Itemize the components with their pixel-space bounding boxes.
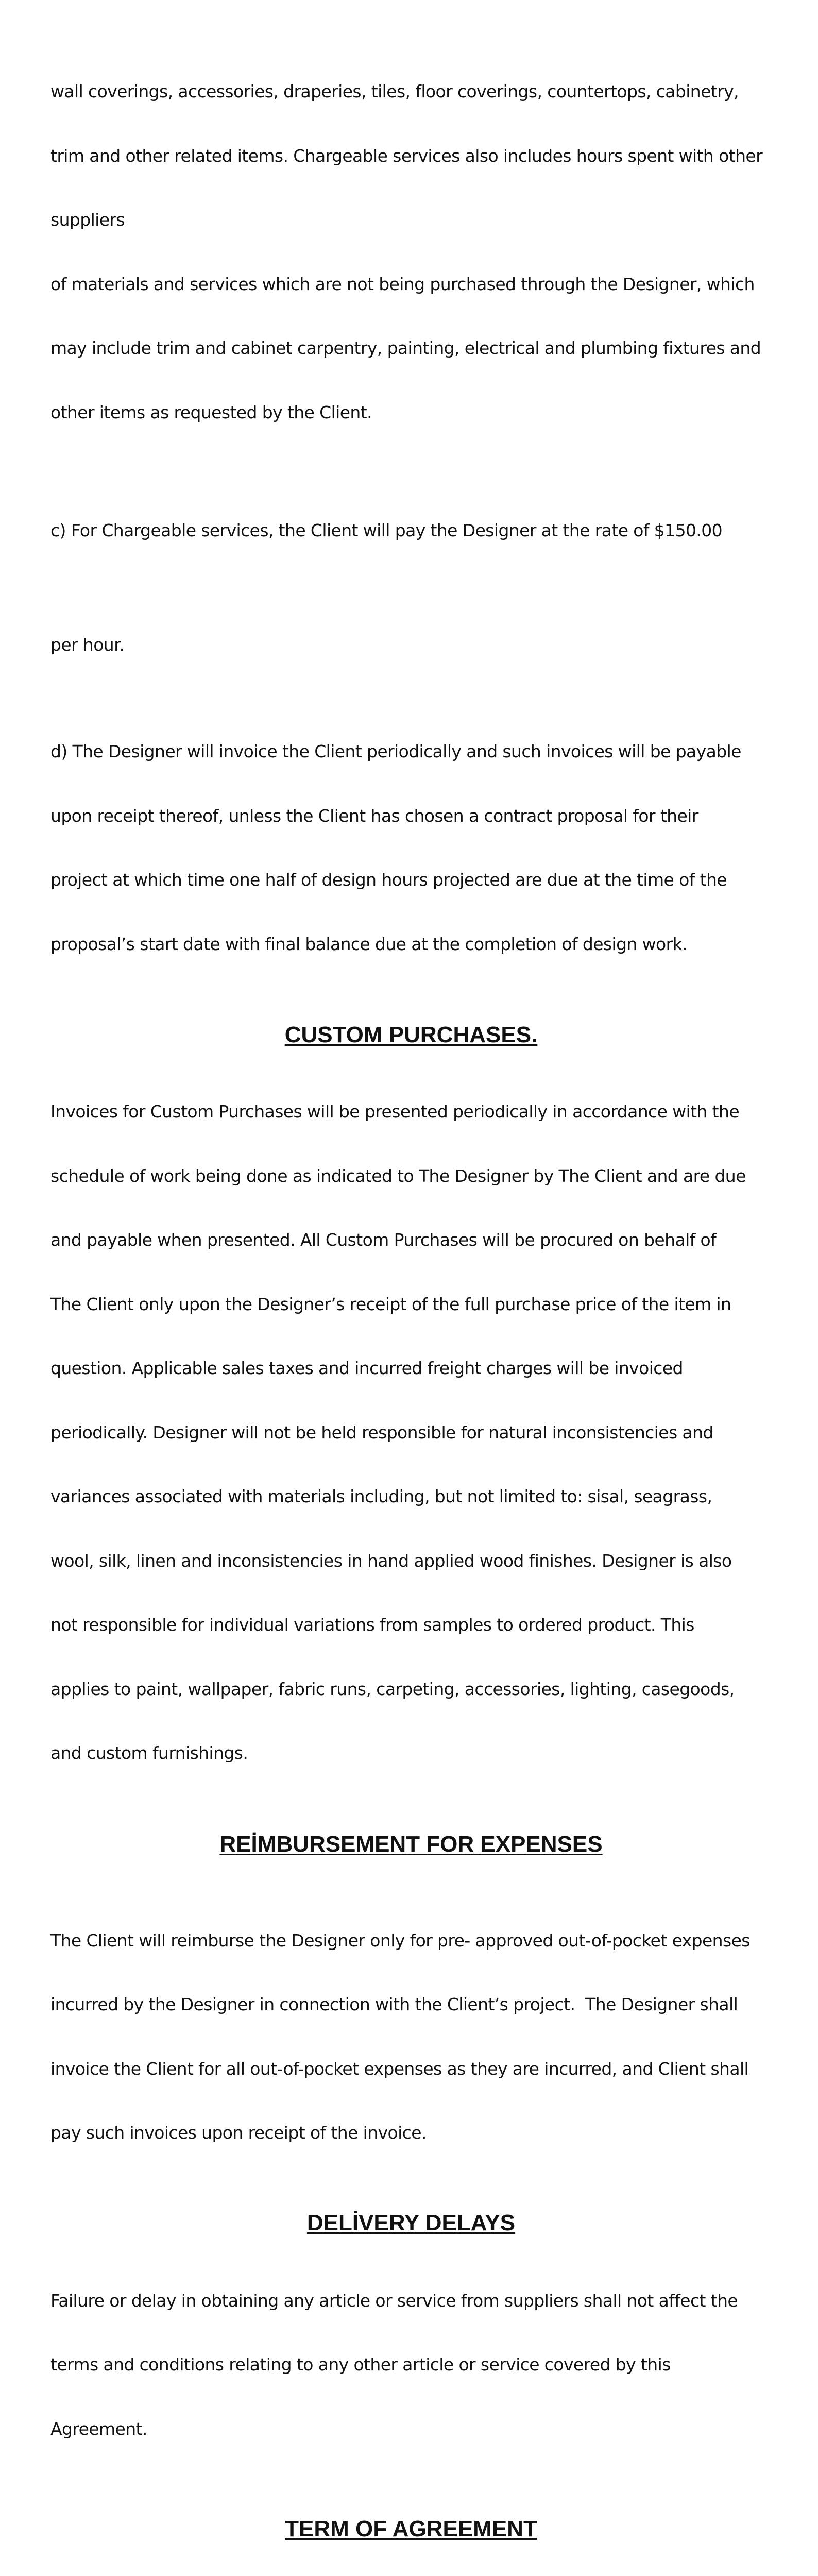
custom-purchases-paragraph [50, 1058, 772, 1807]
text-line: variances associated with materials including, but not limited to: sisal, seagrass, [50, 1486, 712, 1506]
text-line: periodically. Designer will not be held responsible for natural inconsistencies and [50, 1422, 713, 1443]
heading-term-of-agreement: TERM OF AGREEMENT [285, 2516, 537, 2541]
term-of-agreement-paragraph [50, 2555, 772, 2576]
text-line: The Client only upon the Designer’s receipt of the full purchase price of the item in [50, 1294, 731, 1314]
text-line: not responsible for individual variations from samples to ordered product. This [50, 1615, 694, 1635]
text-line: wool, silk, linen and inconsistencies in hand applied wood finishes. Designer is also [50, 1550, 732, 1571]
text-line: d) The Designer will invoice the Client periodically and such invoices will be payable [50, 741, 741, 761]
text-line: invoice the Client for all out-of-pocket expenses as they are incurred, and Client shall [50, 2058, 749, 2079]
text-line: trim and other related items. Chargeable services also includes hours spent with other [50, 145, 763, 166]
text-line: c) For Chargeable services, the Client will pay the Designer at the rate of $150.00 [50, 520, 723, 540]
document-body [50, 38, 772, 2576]
heading-delivery-delays: DELİVERY DELAYS [306, 2210, 516, 2235]
text-line: and payable when presented. All Custom Purchases will be procured on behalf of [50, 1230, 717, 1250]
chargeable-services-continuation [50, 38, 772, 466]
clause-c-continued [50, 591, 772, 699]
text-line: upon receipt thereof, unless the Client has chosen a contract proposal for their [50, 805, 698, 826]
text-line: suppliers [50, 210, 125, 230]
text-line: The Client will reimburse the Designer only for pre- approved out-of-pocket expenses [50, 1930, 750, 1951]
text-line: applies to paint, wallpaper, fabric runs, carpeting, accessories, lighting, casegoods, [50, 1679, 735, 1699]
text-line: pay such invoices upon receipt of the invoice. [50, 2123, 427, 2143]
text-line: per hour. [50, 634, 124, 655]
text-line: terms and conditions relating to any other article or service covered by this [50, 2354, 671, 2375]
reimbursement-paragraph [50, 1887, 772, 2187]
clause-d [50, 698, 772, 997]
text-line: incurred by the Designer in connection with the Client’s project. The Designer shall [50, 1994, 738, 2014]
text-line: question. Applicable sales taxes and incurred freight charges will be invoiced [50, 1358, 683, 1378]
text-line: of materials and services which are not being purchased through the Designer, which [50, 274, 755, 294]
heading-custom-purchases: CUSTOM PURCHASES. [284, 1022, 538, 1047]
text-line: other items as requested by the Client. [50, 402, 372, 422]
heading-reimbursement: REİMBURSEMENT FOR EXPENSES [219, 1831, 603, 1857]
text-line: Invoices for Custom Purchases will be presented periodically in accordance with the [50, 1101, 740, 1122]
clause-c [50, 477, 772, 584]
text-line: proposal’s start date with final balance due at the completion of design work. [50, 934, 687, 954]
text-line: may include trim and cabinet carpentry, painting, electrical and plumbing fixtures and [50, 338, 761, 358]
text-line: project at which time one half of design hours projected are due at the time of the [50, 870, 727, 890]
text-line: Agreement. [50, 2418, 147, 2439]
text-line: schedule of work being done as indicated to The Designer by The Client and are due [50, 1165, 746, 1186]
text-line: wall coverings, accessories, draperies, tiles, floor coverings, countertops, cabinetry, [50, 81, 739, 101]
text-line: and custom furnishings. [50, 1743, 248, 1763]
text-line: Failure or delay in obtaining any article or service from suppliers shall not affect the [50, 2290, 738, 2311]
delivery-delays-paragraph [50, 2247, 772, 2483]
